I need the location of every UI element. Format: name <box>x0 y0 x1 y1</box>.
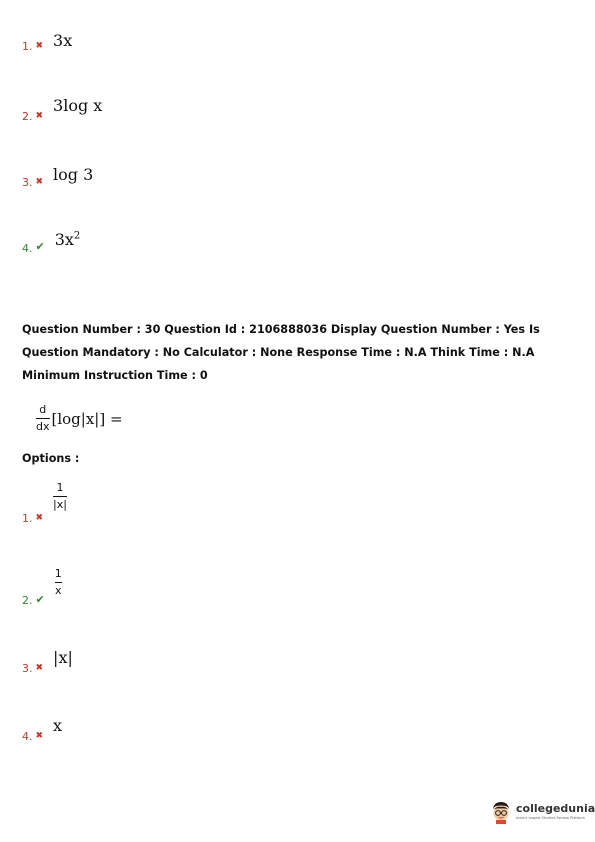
fraction-denominator: x <box>54 584 62 598</box>
options-label: Options : <box>22 452 80 465</box>
fraction-numerator: 1 <box>54 567 62 580</box>
logo-text <box>516 802 595 820</box>
option-expression: |x| <box>53 648 73 667</box>
cross-icon: ✖ <box>35 731 44 741</box>
option-expression: x <box>53 716 63 735</box>
fraction-denominator: dx <box>36 420 50 434</box>
stem-expression: [log|x|] = <box>51 409 123 428</box>
fraction-numerator: 1 <box>56 481 64 494</box>
option-2-prev <box>22 96 102 123</box>
cross-icon: ✖ <box>35 513 44 523</box>
cross-icon: ✖ <box>35 177 44 187</box>
option-expression <box>55 230 81 249</box>
option-number: 3. <box>22 176 33 189</box>
option-number: 3. <box>22 662 33 675</box>
option-number: 1. <box>22 512 33 525</box>
fraction-bar <box>53 496 67 497</box>
fraction-numerator: d <box>39 403 47 416</box>
student-mascot-icon <box>490 800 512 822</box>
option-number: 4. <box>22 242 33 255</box>
option-expression: 3x <box>53 31 73 50</box>
question-stem <box>36 404 123 433</box>
cross-icon: ✖ <box>35 663 44 673</box>
option-2 <box>22 568 62 607</box>
check-icon: ✔ <box>35 240 45 253</box>
option-number: 4. <box>22 730 33 743</box>
option-number: 2. <box>22 110 33 123</box>
option-4 <box>22 716 62 743</box>
collegedunia-logo <box>490 800 595 822</box>
fraction-denominator: |x| <box>53 498 67 512</box>
cross-icon: ✖ <box>35 41 44 51</box>
option-expression: 3log x <box>53 96 103 115</box>
option-fraction <box>53 482 67 511</box>
option-number: 2. <box>22 594 33 607</box>
fraction-bar <box>55 582 62 583</box>
option-3-prev <box>22 165 93 189</box>
expr-superscript: 2 <box>73 230 81 242</box>
option-expression: log 3 <box>53 165 94 184</box>
logo-tagline: India's largest Student Review Platform <box>516 816 585 820</box>
option-3 <box>22 648 73 675</box>
option-1-prev <box>22 31 72 53</box>
cross-icon: ✖ <box>35 111 44 121</box>
stem-fraction <box>36 404 50 433</box>
fraction-bar <box>36 418 50 419</box>
option-1 <box>22 482 67 525</box>
expr-base: 3x <box>54 230 74 249</box>
question-info: Question Number : 30 Question Id : 2106888036 Display Question Number : Yes Is Question Mandatory : No Calculator : None Response Time : N.A Think Time : N.A Minimum Instruction Time : 0 <box>22 323 540 382</box>
option-number: 1. <box>22 40 33 53</box>
option-fraction <box>55 568 62 597</box>
option-4-prev <box>22 230 80 255</box>
check-icon: ✔ <box>35 593 45 606</box>
logo-name: collegedunia <box>516 802 595 815</box>
